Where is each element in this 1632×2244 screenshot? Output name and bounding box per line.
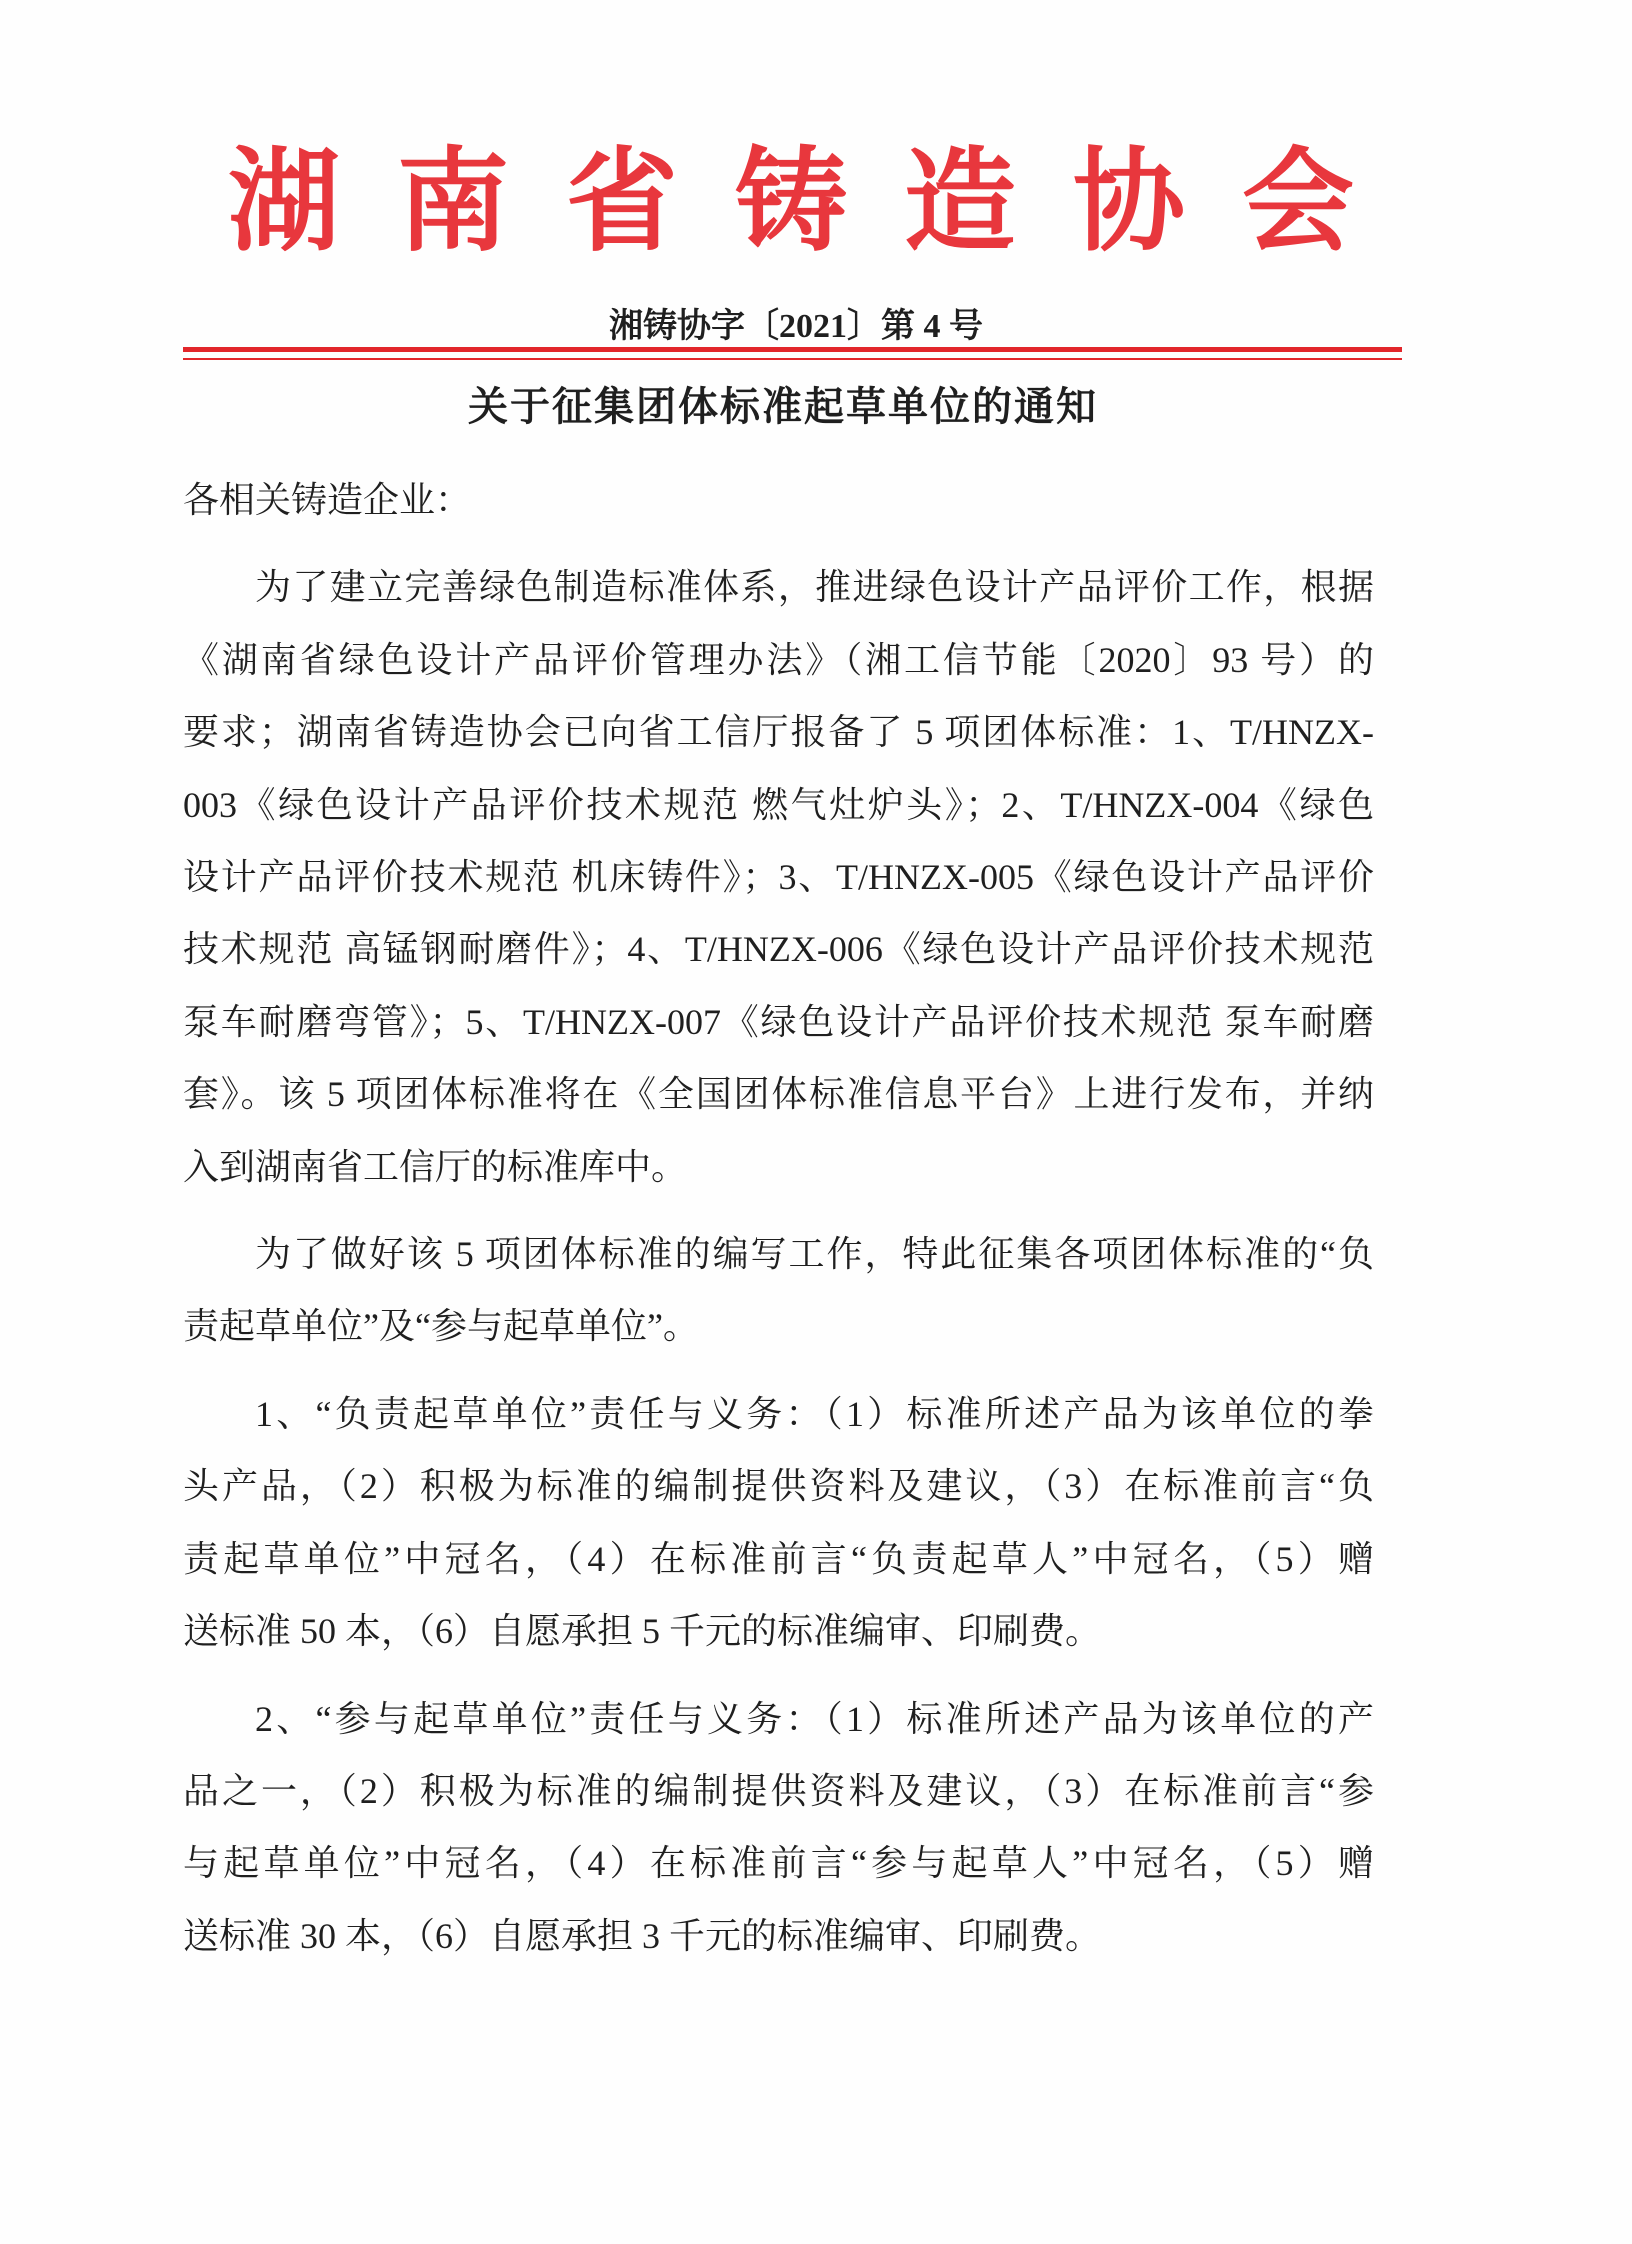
paragraph-line: 1、“负责起草单位”责任与义务：（1）标准所述产品为该单位的拳 xyxy=(255,1393,1374,1434)
document-number: 湘铸协字〔2021〕第 4 号 xyxy=(609,308,983,345)
letterhead-rule-thick xyxy=(183,347,1402,352)
paragraph-line: 为了做好该 5 项团体标准的编写工作，特此征集各项团体标准的“负 xyxy=(255,1234,1374,1275)
paragraph-line: 为了建立完善绿色制造标准体系，推进绿色设计产品评价工作，根据 xyxy=(255,567,1374,608)
salutation: 各相关铸造企业： xyxy=(183,480,472,520)
paragraph-line: 责起草单位”中冠名，（4）在标准前言“负责起草人”中冠名，（5）赠 xyxy=(183,1538,1374,1579)
paragraph-line: 送标准 50 本，（6）自愿承担 5 千元的标准编审、印刷费。 xyxy=(183,1611,1102,1652)
document-title: 关于征集团体标准起草单位的通知 xyxy=(468,384,1098,430)
paragraph-line: 003《绿色设计产品评价技术规范 燃气灶炉头》；2、T/HNZX-004《绿色 xyxy=(183,784,1374,825)
paragraph-line: 设计产品评价技术规范 机床铸件》；3、T/HNZX-005《绿色设计产品评价 xyxy=(183,857,1374,898)
paragraph-line: 品之一，（2）积极为标准的编制提供资料及建议，（3）在标准前言“参 xyxy=(183,1770,1374,1811)
paragraph-line: 与起草单位”中冠名，（4）在标准前言“参与起草人”中冠名，（5）赠 xyxy=(183,1843,1374,1884)
paragraph-2 xyxy=(183,1218,1374,1363)
paragraph-line: 头产品，（2）积极为标准的编制提供资料及建议，（3）在标准前言“负 xyxy=(183,1466,1374,1507)
paragraph-line: 要求；湖南省铸造协会已向省工信厅报备了 5 项团体标准：1、T/HNZX- xyxy=(183,712,1374,753)
paragraph-line: 责起草单位”及“参与起草单位”。 xyxy=(183,1306,699,1347)
paragraph-1 xyxy=(183,551,1374,1203)
paragraph-line: 《湖南省绿色设计产品评价管理办法》（湘工信节能〔2020〕93 号）的 xyxy=(183,639,1374,680)
paragraph-line: 泵车耐磨弯管》；5、T/HNZX-007《绿色设计产品评价技术规范 泵车耐磨 xyxy=(183,1001,1374,1042)
letterhead-org-name: 湖南省铸造协会 xyxy=(228,137,1411,267)
paragraph-3 xyxy=(183,1378,1374,1668)
letterhead-rule-thin xyxy=(183,358,1402,360)
document-body xyxy=(183,464,1374,1972)
paragraph-line: 2、“参与起草单位”责任与义务：（1）标准所述产品为该单位的产 xyxy=(255,1698,1374,1739)
paragraph-4 xyxy=(183,1683,1374,1973)
paragraph-line: 套》。该 5 项团体标准将在《全国团体标准信息平台》上进行发布，并纳 xyxy=(183,1074,1374,1115)
paragraph-line: 送标准 30 本，（6）自愿承担 3 千元的标准编审、印刷费。 xyxy=(183,1915,1102,1956)
paragraph-line: 入到湖南省工信厅的标准库中。 xyxy=(183,1146,688,1187)
paragraph-line: 技术规范 高锰钢耐磨件》；4、T/HNZX-006《绿色设计产品评价技术规范 xyxy=(183,929,1374,970)
